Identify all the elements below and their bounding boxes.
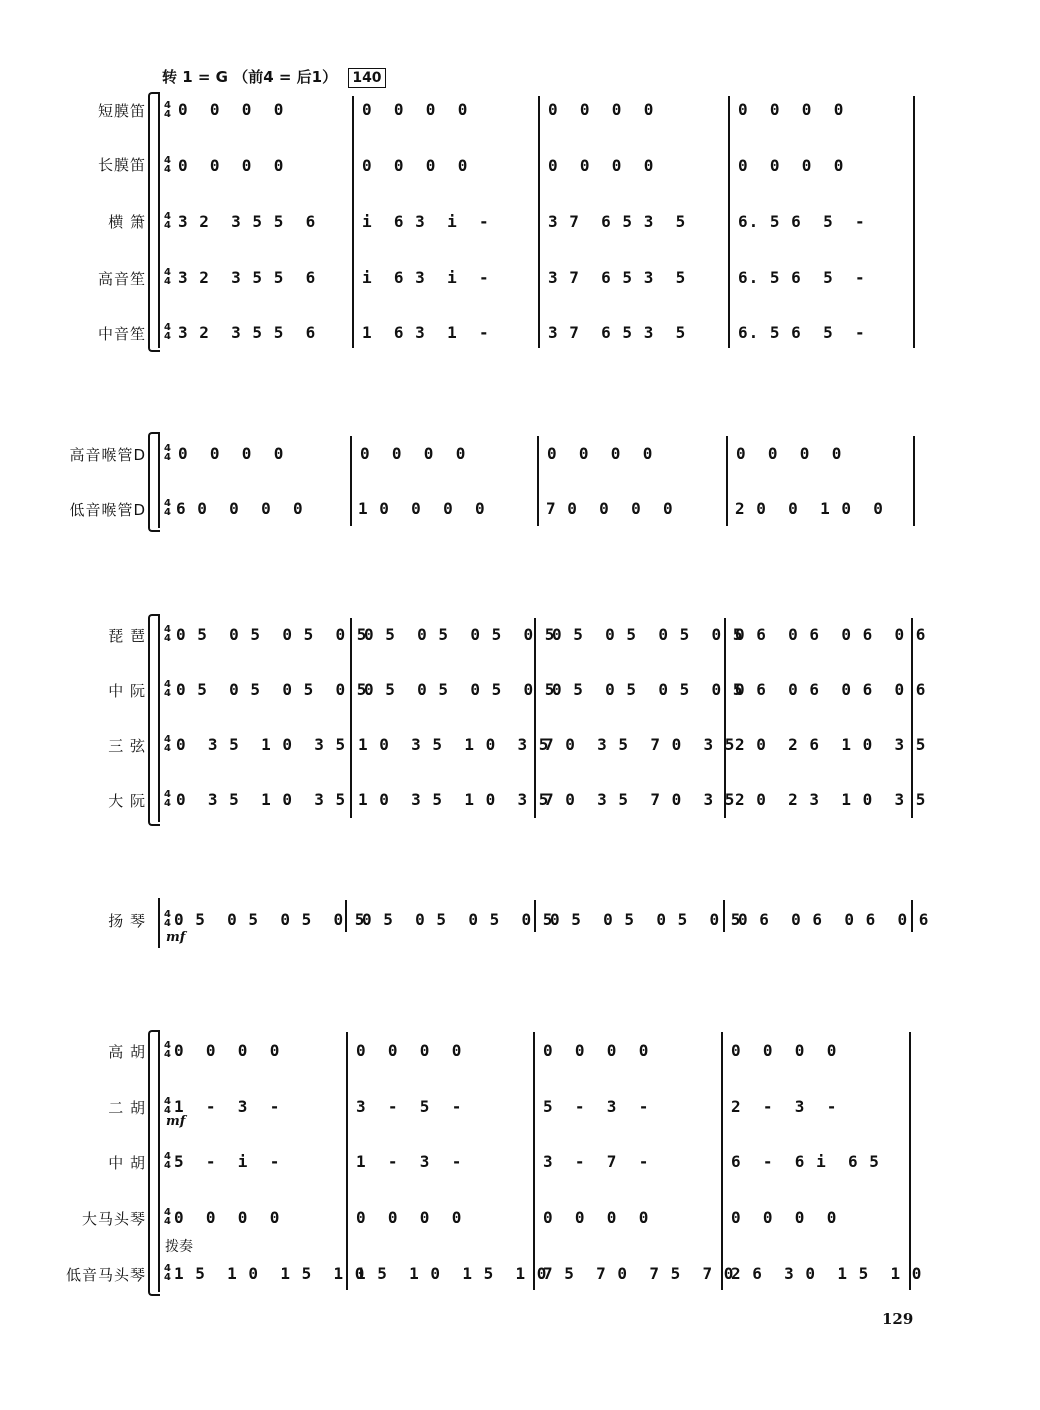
measure: i 6 3 i - xyxy=(362,268,490,287)
measure: 5 - i - xyxy=(174,1152,281,1171)
barline xyxy=(350,618,352,818)
time-signature: 4 4 xyxy=(164,1207,171,1227)
barline xyxy=(726,436,728,526)
measure: 3 7 6 5 3 5 xyxy=(548,323,687,342)
instrument-label: 中音笙 xyxy=(97,325,146,343)
measure: 0 0 0 0 xyxy=(731,1041,838,1060)
measure: 0 3 5 1 0 3 5 xyxy=(176,735,347,754)
system-line xyxy=(158,614,160,822)
time-signature: 4 4 xyxy=(164,498,171,518)
time-signature: 4 4 xyxy=(164,267,171,287)
measure: 2 6 3 0 1 5 1 0 xyxy=(731,1264,923,1283)
instrument-label: 短膜笛 xyxy=(97,102,146,120)
measure: 6. 5 6 5 - xyxy=(738,212,866,231)
measure: 2 - 3 - xyxy=(731,1097,838,1116)
measure: 1 0 3 5 1 0 3 5 xyxy=(358,735,550,754)
instrument-label: 高音喉管D xyxy=(69,446,146,464)
measure: 2 0 0 1 0 0 xyxy=(735,499,884,518)
measure: 1 - 3 - xyxy=(174,1097,281,1116)
barline xyxy=(534,618,536,818)
time-signature: 4 4 xyxy=(164,679,171,699)
barline xyxy=(909,1032,911,1290)
time-signature: 4 4 xyxy=(164,1096,171,1116)
system-line xyxy=(158,898,160,948)
measure: 0 5 0 5 0 5 0 5 xyxy=(174,910,366,929)
time-signature: 4 4 xyxy=(164,443,171,463)
time-signature: 4 4 xyxy=(164,100,171,120)
time-signature: 4 4 xyxy=(164,1151,171,1171)
measure: 0 0 0 0 xyxy=(731,1208,838,1227)
instrument-label: 长膜笛 xyxy=(97,156,146,174)
measure: 0 0 0 0 xyxy=(736,444,843,463)
time-signature: 4 4 xyxy=(164,789,171,809)
barline xyxy=(350,436,352,526)
system-line xyxy=(158,92,160,348)
instrument-label: 三 弦 xyxy=(108,737,146,755)
measure: 2 0 2 3 1 0 3 5 xyxy=(735,790,927,809)
measure: 0 0 0 0 xyxy=(174,1208,281,1227)
instrument-label: 低音喉管D xyxy=(69,501,146,519)
measure: 0 0 0 0 xyxy=(178,444,285,463)
measure: 0 6 0 6 0 6 0 6 xyxy=(735,680,927,699)
key-change-text: 转 1 = G （前4 = 后1） xyxy=(162,68,338,86)
measure: 0 0 0 0 xyxy=(178,156,285,175)
measure: 0 5 0 5 0 5 0 5 xyxy=(362,910,554,929)
barline xyxy=(346,1032,348,1290)
dynamic-marking: mf xyxy=(166,930,186,945)
time-signature: 4 4 xyxy=(164,155,171,175)
measure: 1 5 1 0 1 5 1 0 xyxy=(356,1264,548,1283)
page-number: 129 xyxy=(882,1310,914,1328)
measure: 1 - 3 - xyxy=(356,1152,463,1171)
instrument-label: 大马头琴 xyxy=(81,1210,146,1228)
time-signature: 4 4 xyxy=(164,211,171,231)
measure: 7 0 3 5 7 0 3 5 xyxy=(544,735,736,754)
instrument-label: 二 胡 xyxy=(108,1099,146,1117)
measure: 7 5 7 0 7 5 7 0 xyxy=(543,1264,735,1283)
measure: 6 - 6 i 6 5 xyxy=(731,1152,880,1171)
measure: 6. 5 6 5 - xyxy=(738,323,866,342)
barline xyxy=(911,618,913,818)
measure: i 6 3 i - xyxy=(362,212,490,231)
instrument-label: 高音笙 xyxy=(97,270,146,288)
measure: 0 0 0 0 xyxy=(547,444,654,463)
measure: 0 0 0 0 xyxy=(356,1208,463,1227)
measure: 6. 5 6 5 - xyxy=(738,268,866,287)
measure: 2 0 2 6 1 0 3 5 xyxy=(735,735,927,754)
measure: 0 0 0 0 xyxy=(738,100,845,119)
measure: 1 6 3 1 - xyxy=(362,323,490,342)
barline xyxy=(533,1032,535,1290)
barline xyxy=(721,1032,723,1290)
measure: 0 5 0 5 0 5 0 5 xyxy=(552,625,744,644)
barline xyxy=(352,96,354,348)
measure: 0 0 0 0 xyxy=(362,100,469,119)
measure: 0 0 0 0 xyxy=(356,1041,463,1060)
measure: 3 2 3 5 5 6 xyxy=(178,323,317,342)
barline xyxy=(537,436,539,526)
measure: 1 0 0 0 0 xyxy=(358,499,486,518)
measure: 7 0 0 0 0 xyxy=(546,499,674,518)
measure: 3 2 3 5 5 6 xyxy=(178,268,317,287)
dynamic-marking: mf xyxy=(166,1114,186,1129)
barline xyxy=(728,96,730,348)
barline xyxy=(913,436,915,526)
measure: 7 0 3 5 7 0 3 5 xyxy=(544,790,736,809)
time-signature: 4 4 xyxy=(164,624,171,644)
measure: 3 7 6 5 3 5 xyxy=(548,268,687,287)
measure: 0 5 0 5 0 5 0 5 xyxy=(364,680,556,699)
time-signature: 4 4 xyxy=(164,909,171,929)
instrument-label: 中 胡 xyxy=(108,1154,146,1172)
measure: 0 0 0 0 xyxy=(360,444,467,463)
instrument-label: 扬 琴 xyxy=(108,912,146,930)
measure: 0 5 0 5 0 5 0 5 xyxy=(176,625,368,644)
barline xyxy=(913,96,915,348)
measure: 0 5 0 5 0 5 0 5 xyxy=(550,910,742,929)
time-signature: 4 4 xyxy=(164,1263,171,1283)
measure: 0 0 0 0 xyxy=(738,156,845,175)
measure: 0 5 0 5 0 5 0 5 xyxy=(364,625,556,644)
measure: 5 - 3 - xyxy=(543,1097,650,1116)
instrument-label: 横 箫 xyxy=(108,213,146,231)
measure: 1 0 3 5 1 0 3 5 xyxy=(358,790,550,809)
measure: 0 5 0 5 0 5 0 5 xyxy=(552,680,744,699)
measure: 0 0 0 0 xyxy=(543,1041,650,1060)
time-signature: 4 4 xyxy=(164,1040,171,1060)
barline xyxy=(724,618,726,818)
measure: 0 0 0 0 xyxy=(543,1208,650,1227)
measure: 0 0 0 0 xyxy=(362,156,469,175)
instrument-label: 低音马头琴 xyxy=(65,1266,146,1284)
measure: 3 7 6 5 3 5 xyxy=(548,212,687,231)
time-signature: 4 4 xyxy=(164,734,171,754)
measure: 6 0 0 0 0 xyxy=(176,499,304,518)
measure: 0 0 0 0 xyxy=(548,100,655,119)
measure: 1 5 1 0 1 5 1 0 xyxy=(174,1264,366,1283)
measure: 0 0 0 0 xyxy=(178,100,285,119)
instrument-label: 高 胡 xyxy=(108,1043,146,1061)
technique-marking: 拨奏 xyxy=(165,1239,193,1255)
measure: 0 3 5 1 0 3 5 xyxy=(176,790,347,809)
system-line xyxy=(158,432,160,528)
system-line xyxy=(158,1030,160,1292)
instrument-label: 中 阮 xyxy=(108,682,146,700)
measure: 0 6 0 6 0 6 0 6 xyxy=(738,910,930,929)
key-change-header xyxy=(162,66,386,88)
rehearsal-mark: 140 xyxy=(348,68,385,88)
time-signature: 4 4 xyxy=(164,322,171,342)
instrument-label: 琵 琶 xyxy=(108,627,146,645)
measure: 0 6 0 6 0 6 0 6 xyxy=(735,625,927,644)
measure: 0 5 0 5 0 5 0 5 xyxy=(176,680,368,699)
measure: 0 0 0 0 xyxy=(548,156,655,175)
measure: 0 0 0 0 xyxy=(174,1041,281,1060)
measure: 3 - 7 - xyxy=(543,1152,650,1171)
instrument-label: 大 阮 xyxy=(108,792,146,810)
measure: 3 - 5 - xyxy=(356,1097,463,1116)
measure: 3 2 3 5 5 6 xyxy=(178,212,317,231)
barline xyxy=(538,96,540,348)
